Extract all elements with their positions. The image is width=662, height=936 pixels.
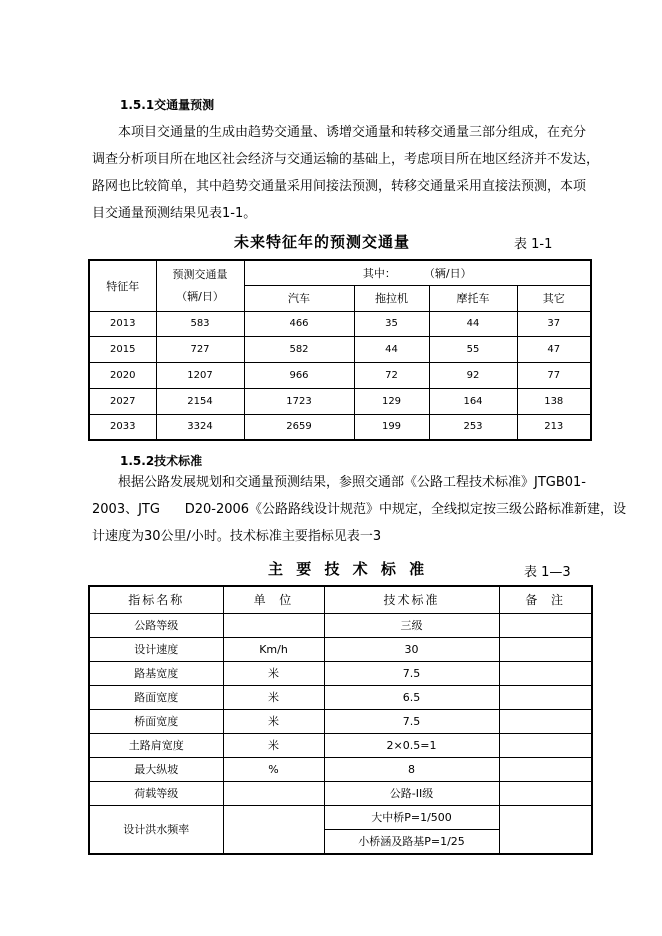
table-row [89, 336, 591, 362]
cell-unit [223, 805, 324, 854]
cell-moto: 164 [429, 388, 517, 414]
paragraph-tech-standard [92, 469, 627, 550]
paragraph-line: 计速度为30公里/小时。技术标准主要指标见表一3 [92, 529, 382, 544]
header-other: 其它 [517, 285, 591, 311]
cell-tractor: 35 [354, 311, 429, 336]
traffic-forecast-table [88, 259, 592, 441]
cell-standard: 7.5 [324, 709, 499, 733]
cell-tractor: 199 [354, 414, 429, 440]
cell-unit: Km/h [223, 637, 324, 661]
cell-note [499, 661, 592, 685]
table2-caption: 主 要 技 术 标 准 [268, 560, 429, 578]
cell-year: 2027 [89, 388, 156, 414]
cell-standard: 小桥涵及路基P=1/25 [324, 829, 499, 854]
cell-year: 2013 [89, 311, 156, 336]
cell-name: 土路肩宽度 [89, 733, 223, 757]
table1-number: 表 1-1 [514, 237, 553, 252]
table-row [89, 757, 592, 781]
header-forecast-unit: （辆/日） [176, 289, 224, 303]
header-unit: 单 位 [223, 586, 324, 613]
header-car: 汽车 [244, 285, 354, 311]
cell-other: 37 [517, 311, 591, 336]
paragraph-line: 路网也比较简单，其中趋势交通量采用间接法预测，转移交通量采用直接法预测，本项 [92, 179, 587, 194]
cell-year: 2015 [89, 336, 156, 362]
cell-name: 路面宽度 [89, 685, 223, 709]
section-heading-traffic-forecast: 1.5.1交通量预测 [120, 98, 215, 112]
tech-standard-table [88, 585, 593, 855]
cell-other: 138 [517, 388, 591, 414]
table-row [89, 388, 591, 414]
cell-note [499, 613, 592, 637]
cell-name: 设计洪水频率 [89, 805, 223, 854]
cell-note [499, 637, 592, 661]
header-note: 备 注 [499, 586, 592, 613]
cell-name: 最大纵坡 [89, 757, 223, 781]
table-row [89, 637, 592, 661]
section-heading-tech-standard: 1.5.2技术标准 [120, 454, 203, 468]
cell-total: 583 [156, 311, 244, 336]
table-row [89, 414, 591, 440]
table-row [89, 685, 592, 709]
cell-unit [223, 781, 324, 805]
cell-note [499, 781, 592, 805]
cell-standard: 三级 [324, 613, 499, 637]
cell-standard: 大中桥P=1/500 [324, 805, 499, 829]
cell-moto: 92 [429, 362, 517, 388]
table-row [89, 661, 592, 685]
cell-standard: 6.5 [324, 685, 499, 709]
cell-name: 路基宽度 [89, 661, 223, 685]
cell-total: 727 [156, 336, 244, 362]
header-standard: 技术标准 [324, 586, 499, 613]
cell-note [499, 685, 592, 709]
table2-number: 表 1—3 [524, 565, 571, 580]
cell-tractor: 44 [354, 336, 429, 362]
cell-total: 2154 [156, 388, 244, 414]
header-name: 指标名称 [89, 586, 223, 613]
cell-car: 466 [244, 311, 354, 336]
cell-unit: 米 [223, 709, 324, 733]
cell-standard: 2×0.5=1 [324, 733, 499, 757]
header-tractor: 拖拉机 [354, 285, 429, 311]
cell-tractor: 72 [354, 362, 429, 388]
cell-moto: 253 [429, 414, 517, 440]
cell-unit: 米 [223, 685, 324, 709]
cell-unit: 米 [223, 733, 324, 757]
cell-standard: 公路-II级 [324, 781, 499, 805]
cell-unit [223, 613, 324, 637]
table-row-flood [89, 805, 592, 829]
cell-moto: 44 [429, 311, 517, 336]
cell-total: 3324 [156, 414, 244, 440]
paragraph-line: 目交通量预测结果见表1-1。 [92, 206, 257, 221]
cell-note [499, 709, 592, 733]
table-row [89, 311, 591, 336]
cell-name: 桥面宽度 [89, 709, 223, 733]
cell-note [499, 757, 592, 781]
table-header-row [89, 586, 592, 613]
cell-moto: 55 [429, 336, 517, 362]
cell-unit: % [223, 757, 324, 781]
cell-car: 1723 [244, 388, 354, 414]
paragraph-line: 本项目交通量的生成由趋势交通量、诱增交通量和转移交通量三部分组成，在充分 [118, 125, 587, 140]
table-row [89, 362, 591, 388]
cell-name: 设计速度 [89, 637, 223, 661]
table-row [89, 709, 592, 733]
table1-caption: 未来特征年的预测交通量 [234, 233, 411, 251]
cell-unit: 米 [223, 661, 324, 685]
paragraph-line: 调查分析项目所在地区社会经济与交通运输的基础上，考虑项目所在地区经济并不发达， [92, 152, 600, 167]
paragraph-line: 2003、JTG D20-2006《公路路线设计规范》中规定，全线拟定按三级公路标准新建，设 [92, 502, 627, 517]
cell-name: 荷载等级 [89, 781, 223, 805]
cell-car: 582 [244, 336, 354, 362]
cell-other: 213 [517, 414, 591, 440]
header-forecast-line: 预测交通量 [172, 267, 228, 281]
header-among: 其中： （辆/日） [244, 260, 591, 285]
header-year: 特征年 [89, 260, 156, 311]
cell-other: 47 [517, 336, 591, 362]
table-row [89, 613, 592, 637]
cell-standard: 8 [324, 757, 499, 781]
cell-year: 2033 [89, 414, 156, 440]
cell-car: 966 [244, 362, 354, 388]
table-row [89, 733, 592, 757]
table-row [89, 781, 592, 805]
paragraph-traffic-forecast [92, 119, 602, 227]
cell-year: 2020 [89, 362, 156, 388]
cell-name: 公路等级 [89, 613, 223, 637]
paragraph-line: 根据公路发展规划和交通量预测结果，参照交通部《公路工程技术标准》JTGB01- [118, 475, 587, 490]
header-forecast [156, 260, 244, 311]
cell-tractor: 129 [354, 388, 429, 414]
cell-total: 1207 [156, 362, 244, 388]
cell-car: 2659 [244, 414, 354, 440]
cell-standard: 30 [324, 637, 499, 661]
table-header-row [89, 260, 591, 285]
header-moto: 摩托车 [429, 285, 517, 311]
cell-other: 77 [517, 362, 591, 388]
cell-note [499, 805, 592, 854]
cell-standard: 7.5 [324, 661, 499, 685]
cell-note [499, 733, 592, 757]
